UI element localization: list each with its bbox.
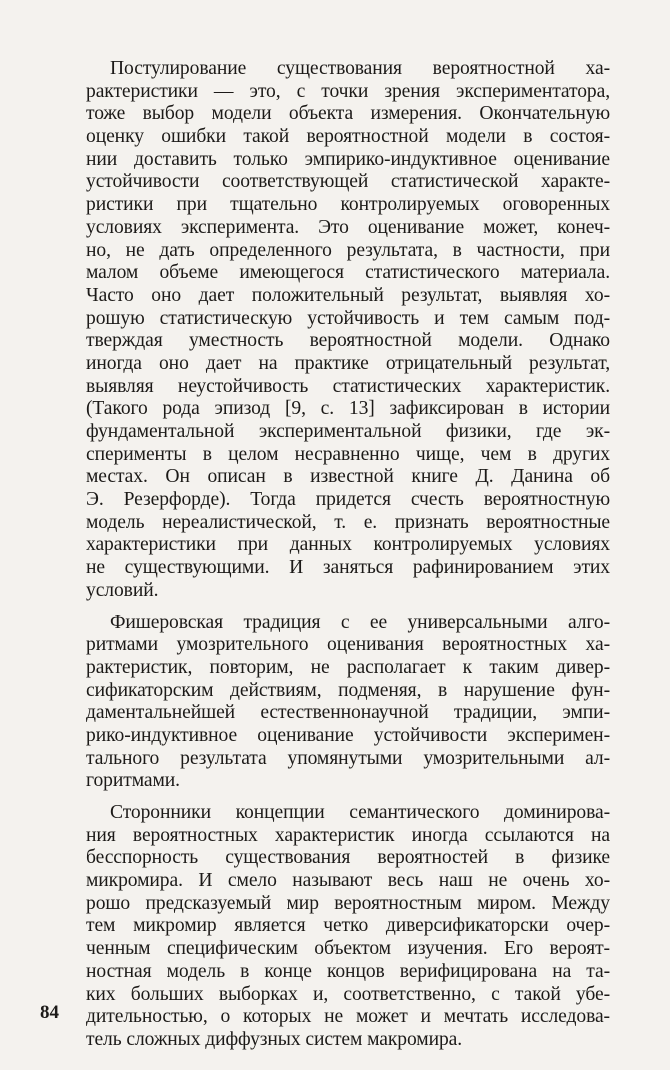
text-line: рико-индуктивное оценивание устойчивости эксперимен-	[86, 724, 610, 746]
paragraph-3	[86, 802, 610, 1052]
text-line: Часто оно дает положительный результат, выявляя хо-	[86, 284, 610, 306]
text-line: тем микромир является четко диверсификаторски очер-	[86, 915, 610, 937]
text-line: фундаментальной экспериментальной физики, где эк-	[86, 421, 610, 442]
text-line: иногда оно дает на практике отрицательный результат,	[86, 352, 610, 374]
text-line: ностная модель в конце концов верифицирована на та-	[86, 960, 610, 982]
text-line: но, не дать определенного результата, в частности, при	[86, 239, 610, 261]
text-line: Сторонники концепции семантического доминирова-	[110, 802, 610, 823]
text-line: Э. Резерфорде). Тогда придется счесть вероятностную	[86, 489, 610, 511]
text-line: Постулирование существования вероятностной ха-	[110, 58, 610, 79]
text-line: не существующими. И заняться рафинированием этих	[86, 557, 610, 579]
text-line: бесспорность существования вероятностей в физике	[86, 847, 610, 869]
text-line: сификаторским действиям, подменяя, в нарушение фун-	[86, 679, 610, 701]
text-line: рошо предсказуемый мир вероятностным миром. Между	[86, 892, 610, 914]
text-line: устойчивости соответствующей статистической характе-	[86, 171, 610, 193]
text-line: (Такого рода эпизод [9, с. 13] зафиксирован в истории	[86, 398, 610, 420]
page-number: 84	[40, 1002, 59, 1023]
text-line: сперименты в целом несравненно чище, чем в других	[86, 443, 610, 465]
text-line: тель сложных диффузных систем макромира.	[86, 1028, 463, 1050]
text-line: ченным специфическим объектом изучения. Его вероят-	[86, 938, 610, 960]
text-line: дительностью, о которых не может и мечтать исследова-	[86, 1006, 610, 1028]
text-line: местах. Он описан в известной книге Д. Данина об	[86, 466, 610, 488]
text-line: выявляя неустойчивость статистических характеристик.	[86, 375, 610, 397]
text-line: ких больших выборках и, соответственно, с такой убе-	[86, 983, 610, 1005]
text-line: рактеристик, повторим, не располагает к таким дивер-	[86, 656, 610, 678]
text-line: тоже выбор модели объекта измерения. Окончательную	[86, 103, 610, 125]
text-line: горитмами.	[86, 770, 180, 792]
text-line: условий.	[86, 579, 159, 601]
text-line: рактеристики — это, с точки зрения экспериментатора,	[86, 80, 610, 102]
text-line: Фишеровская традиция с ее универсальными алго-	[110, 611, 610, 633]
text-line: условиях эксперимента. Это оценивание может, конеч-	[86, 216, 610, 238]
text-line: ния вероятностных характеристик иногда ссылаются на	[86, 824, 610, 846]
page-text	[86, 58, 610, 1061]
text-line: рошую статистическую устойчивость и тем самым под-	[86, 307, 610, 329]
text-line: тального результата упомянутыми умозрительными ал-	[86, 747, 610, 769]
paragraph-1	[86, 58, 610, 603]
text-line: ристики при тщательно контролируемых оговоренных	[86, 194, 610, 216]
text-line: ритмами умозрительного оценивания вероятностных ха-	[86, 634, 610, 656]
text-line: модель нереалистической, т. е. признать вероятностные	[86, 511, 610, 533]
text-line: характеристики при данных контролируемых условиях	[86, 534, 610, 556]
text-line: тверждая уместность вероятностной модели. Однако	[86, 330, 610, 352]
text-line: даментальнейшей естественнонаучной традиции, эмпи-	[86, 702, 610, 724]
text-line: нии доставить только эмпирико-индуктивное оценивание	[86, 148, 610, 170]
text-line: микромира. И смело называют весь наш не очень хо-	[86, 870, 610, 892]
text-line: малом объеме имеющегося статистического материала.	[86, 262, 610, 284]
paragraph-2	[86, 612, 610, 794]
text-line: оценку ошибки такой вероятностной модели в состоя-	[86, 126, 610, 148]
